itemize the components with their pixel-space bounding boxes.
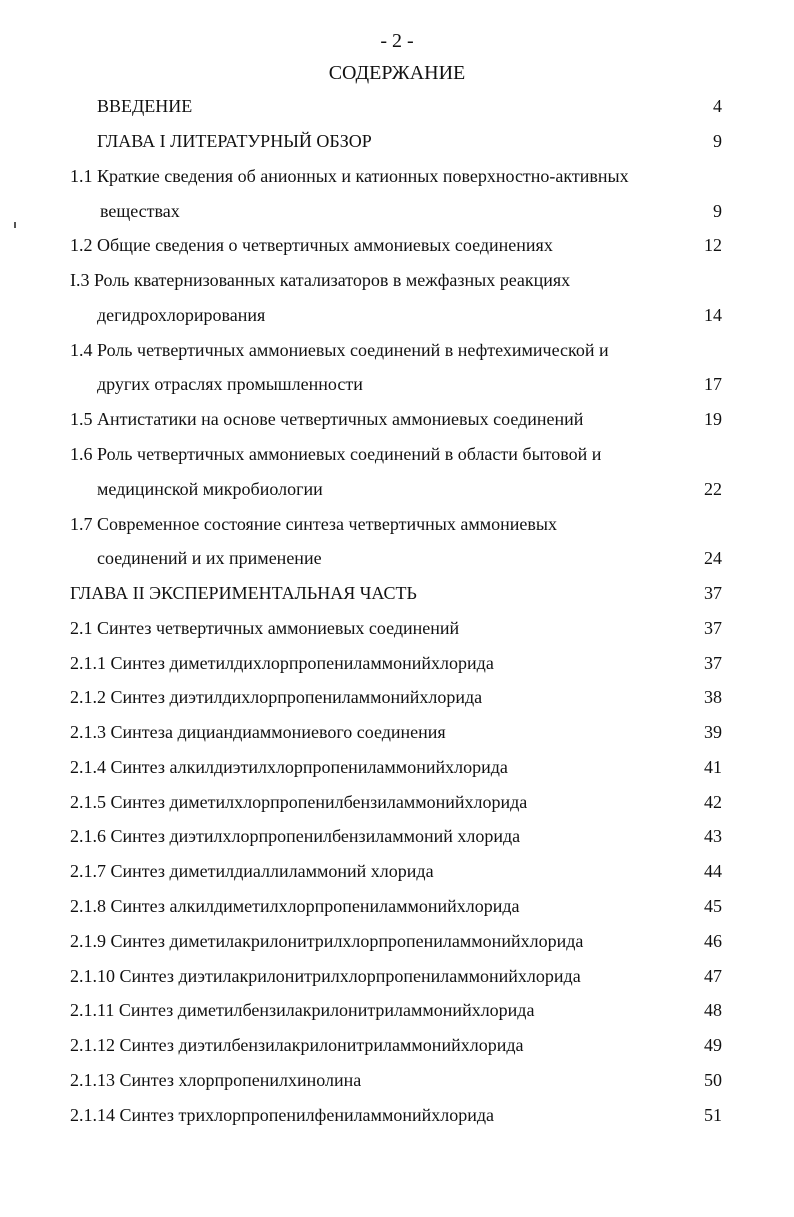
toc-entry-page: 50 <box>704 1070 722 1090</box>
toc-entry <box>0 650 794 676</box>
toc-entry <box>0 615 794 641</box>
toc-entry <box>0 128 794 154</box>
toc-entry <box>0 893 794 919</box>
scan-mark <box>14 222 16 228</box>
toc-entry-page: 43 <box>704 826 722 846</box>
toc-entry-page: 17 <box>704 374 722 394</box>
toc-entry <box>0 337 794 363</box>
toc-entry <box>0 754 794 780</box>
toc-entry <box>0 928 794 954</box>
toc-entry-text: 1.7 Современное состояние синтеза четвертичных аммониевых <box>70 514 557 534</box>
toc-entry-text: 2.1.12 Синтез диэтилбензилакрилонитриламмонийхлорида <box>70 1035 524 1055</box>
toc-entry <box>0 441 794 467</box>
toc-entry-text: 2.1.14 Синтез трихлорпропенилфениламмонийхлорида <box>70 1105 494 1125</box>
toc-entry-text: ВВЕДЕНИЕ <box>97 96 193 116</box>
toc-entry-text: 2.1.8 Синтез алкилдиметилхлорпропениламмонийхлорида <box>70 896 520 916</box>
toc-entry <box>0 684 794 710</box>
toc-entry-page: 24 <box>704 548 722 568</box>
toc-entry-text: дегидрохлорирования <box>97 305 266 325</box>
toc-entry-page: 22 <box>704 479 722 499</box>
toc-entry-text: ГЛАВА I ЛИТЕРАТУРНЫЙ ОБЗОР <box>97 131 372 151</box>
toc-entry <box>0 93 794 119</box>
toc-entry-text: 1.6 Роль четвертичных аммониевых соединений в области бытовой и <box>70 444 602 464</box>
toc-entry <box>0 997 794 1023</box>
toc-entry-text: 2.1.1 Синтез диметилдихлорпропениламмонийхлорида <box>70 653 494 673</box>
toc-entry-text: 2.1.3 Синтеза дициандиаммониевого соединения <box>70 722 446 742</box>
toc-entry-page: 14 <box>704 305 722 325</box>
toc-entry-page: 4 <box>713 96 722 116</box>
toc-entry-page: 47 <box>704 966 722 986</box>
toc-entry-continuation <box>0 302 794 328</box>
toc-entry <box>0 267 794 293</box>
toc-entry-page: 12 <box>704 235 722 255</box>
toc-entry-text: 2.1.13 Синтез хлорпропенилхинолина <box>70 1070 362 1090</box>
toc-entry-page: 19 <box>704 409 722 429</box>
toc-entry-page: 9 <box>713 131 722 151</box>
toc-entry-page: 51 <box>704 1105 722 1125</box>
toc-entry-text: 2.1.2 Синтез диэтилдихлорпропениламмонийхлорида <box>70 687 483 707</box>
toc-entry-page: 48 <box>704 1000 722 1020</box>
toc-entry-continuation <box>0 198 794 224</box>
toc-entry-text: 1.5 Антистатики на основе четвертичных аммониевых соединений <box>70 409 584 429</box>
toc-entry-page: 37 <box>704 653 722 673</box>
toc-entry-continuation <box>0 371 794 397</box>
toc-entry-text: веществах <box>100 201 180 221</box>
toc-entry-text: 2.1.9 Синтез диметилакрилонитрилхлорпропениламмонийхлорида <box>70 931 584 951</box>
toc-entry-page: 49 <box>704 1035 722 1055</box>
toc-entry-page: 37 <box>704 618 722 638</box>
toc-entry-page: 37 <box>704 583 722 603</box>
toc-entry <box>0 406 794 432</box>
toc-entry-page: 39 <box>704 722 722 742</box>
toc-entry-page: 9 <box>713 201 722 221</box>
toc-entry-page: 44 <box>704 861 722 881</box>
toc-entry-page: 38 <box>704 687 722 707</box>
toc-entry-text: медицинской микробиологии <box>97 479 323 499</box>
toc-entry <box>0 1032 794 1058</box>
toc-entry <box>0 823 794 849</box>
toc-entry-text: I.3 Роль кватернизованных катализаторов в межфазных реакциях <box>70 270 571 290</box>
toc-entry-text: 2.1.6 Синтез диэтилхлорпропенилбензиламмоний хлорида <box>70 826 521 846</box>
toc-entry-continuation <box>0 476 794 502</box>
toc-entry <box>0 511 794 537</box>
toc-entry <box>0 963 794 989</box>
toc-entry-text: 2.1.7 Синтез диметилдиаллиламмоний хлорида <box>70 861 434 881</box>
toc-entry-continuation <box>0 545 794 571</box>
toc-entry <box>0 232 794 258</box>
toc-entry-text: 1.4 Роль четвертичных аммониевых соединений в нефтехимической и <box>70 340 609 360</box>
toc-entry <box>0 719 794 745</box>
page-title: СОДЕРЖАНИЕ <box>328 62 466 84</box>
toc-entry-text: 2.1.10 Синтез диэтилакрилонитрилхлорпропениламмонийхлорида <box>70 966 581 986</box>
toc-entry <box>0 789 794 815</box>
toc-entry-text: ГЛАВА II ЭКСПЕРИМЕНТАЛЬНАЯ ЧАСТЬ <box>70 583 417 603</box>
toc-entry-page: 41 <box>704 757 722 777</box>
toc-entry-text: других отраслях промышленности <box>97 374 363 394</box>
toc-entry-page: 45 <box>704 896 722 916</box>
toc-entry <box>0 858 794 884</box>
toc-entry-text: 2.1.5 Синтез диметилхлорпропенилбензиламмонийхлорида <box>70 792 528 812</box>
toc-entry <box>0 580 794 606</box>
toc-entry-text: соединений и их применение <box>97 548 322 568</box>
toc-entry-text: 2.1.11 Синтез диметилбензилакрилонитриламмонийхлорида <box>70 1000 535 1020</box>
toc-entry <box>0 1102 794 1128</box>
toc-entry <box>0 163 794 189</box>
page-number: - 2 - <box>380 30 414 52</box>
toc-entry-page: 46 <box>704 931 722 951</box>
toc-entry-text: 2.1.4 Синтез алкилдиэтилхлорпропениламмонийхлорида <box>70 757 508 777</box>
toc-entry-text: 1.1 Краткие сведения об анионных и катионных поверхностно-активных <box>70 166 629 186</box>
toc-entry-text: 2.1 Синтез четвертичных аммониевых соединений <box>70 618 460 638</box>
toc-entry-page: 42 <box>704 792 722 812</box>
toc-entry-text: 1.2 Общие сведения о четвертичных аммониевых соединениях <box>70 235 553 255</box>
toc-entry <box>0 1067 794 1093</box>
